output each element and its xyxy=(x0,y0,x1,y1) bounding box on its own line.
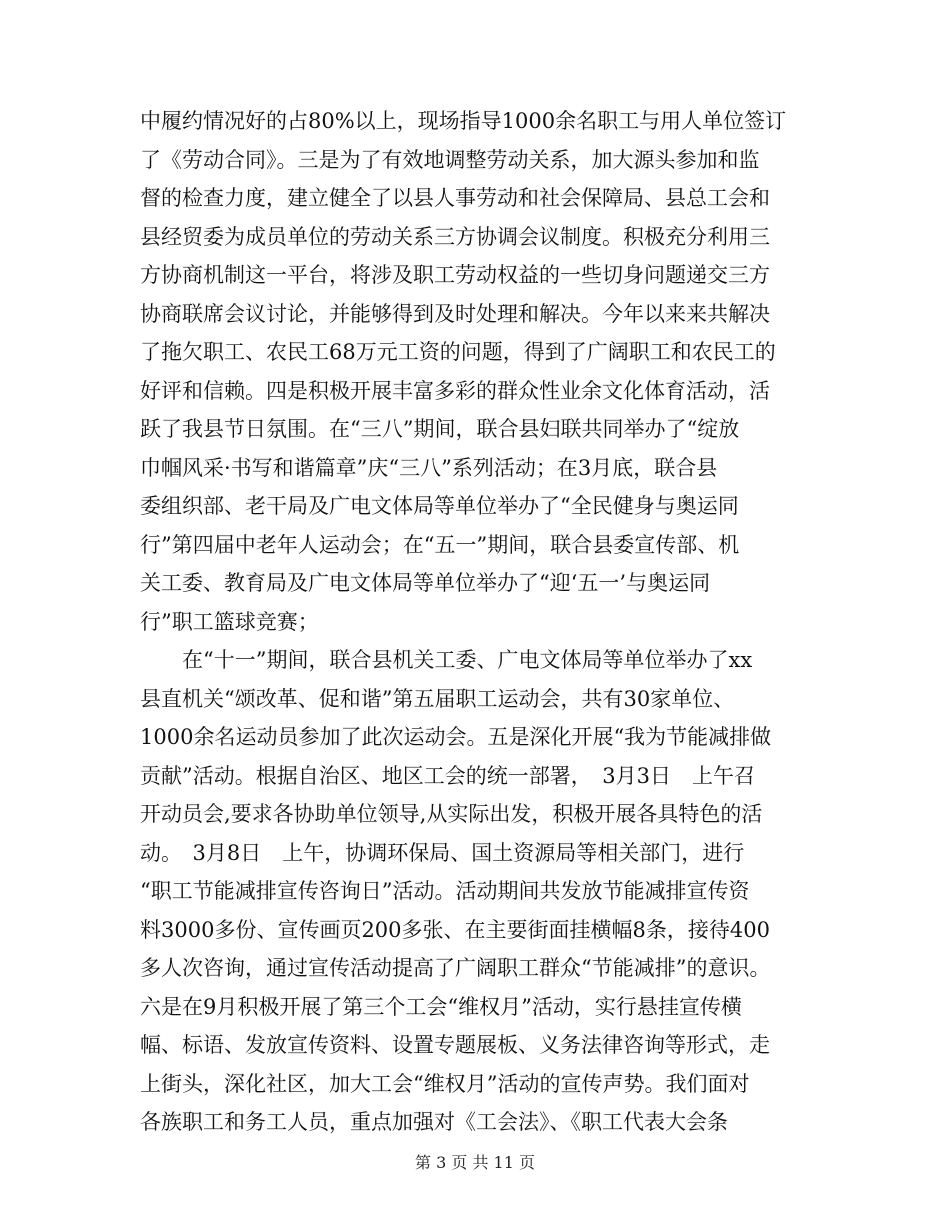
text-line: “职工节能减排宣传咨询日”活动。活动期间共发放节能减排宣传资 xyxy=(140,879,750,903)
body-text xyxy=(140,102,820,1142)
text-line: 六是在9月积极开展了第三个工会“维权月”活动，实行悬挂宣传横 xyxy=(140,994,742,1019)
text-line: 料3000多份、宣传画页200多张、在主要街面挂横幅8条，接待400 xyxy=(140,917,770,942)
text-line: 关工委、教育局及广电文体局等单位举办了“迎‘五一’与奥运同 xyxy=(140,571,711,595)
text-line: 好评和信赖。四是积极开展丰富多彩的群众性业余文化体育活动，活 xyxy=(140,378,770,403)
text-line: 行”第四届中老年人运动会；在“五一”期间，联合县委宣传部、机 xyxy=(140,532,740,557)
text-line: 动。 3月8日 上午，协调环保局、国土资源局等相关部门，进行 xyxy=(140,840,745,865)
text-line: 县经贸委为成员单位的劳动关系三方协调会议制度。积极充分利用三 xyxy=(140,224,770,249)
text-line: 方协商机制这一平台，将涉及职工劳动权益的一些切身问题递交三方 xyxy=(140,263,770,287)
text-line: 各族职工和务工人员，重点加强对《工会法》、《职工代表大会条 xyxy=(140,1110,728,1134)
page-footer xyxy=(0,1152,950,1174)
text-line: 了《劳动合同》。三是为了有效地调整劳动关系，加大源头参加和监 xyxy=(140,147,760,172)
text-line: 协商联席会议讨论，并能够得到及时处理和解决。今年以来来共解决 xyxy=(140,301,770,326)
text-line: 中履约情况好的占80%以上，现场指导1000余名职工与用人单位签订 xyxy=(140,109,787,133)
text-line: 行”职工篮球竞赛； xyxy=(140,609,319,634)
text-line: 1000余名运动员参加了此次运动会。五是深化开展“我为节能减排做 xyxy=(140,725,772,749)
text-line: 县直机关“颂改革、促和谐”第五届职工运动会，共有30家单位、 xyxy=(140,686,735,711)
text-line: 在“十一”期间，联合县机关工委、广电文体局等单位举办了xx xyxy=(140,648,753,672)
text-line: 多人次咨询，通过宣传活动提高了广阔职工群众“节能减排”的意识。 xyxy=(140,956,771,980)
text-line: 上街头，深化社区，加大工会“维权月”活动的宣传声势。我们面对 xyxy=(140,1071,750,1096)
text-line: 督的检查力度，建立健全了以县人事劳动和社会保障局、县总工会和 xyxy=(140,186,770,210)
text-line: 了拖欠职工、农民工68万元工资的问题，得到了广阔职工和农民工的 xyxy=(140,340,776,364)
text-line: 巾帼风采·书写和谐篇章”庆“三八”系列活动；在3月底，联合县 xyxy=(140,455,718,480)
text-line: 贡献”活动。根据自治区、地区工会的统一部署， 3月3日 上午召 xyxy=(140,763,755,788)
text-line: 幅、标语、发放宣传资料、设置专题展板、义务法律咨询等形式，走 xyxy=(140,1033,770,1057)
text-line: 开动员会,要求各协助单位领导,从实际出发，积极开展各具特色的活 xyxy=(140,802,763,826)
page-number-label: 第 3 页 共 11 页 xyxy=(415,1153,535,1172)
text-line: 委组织部、老干局及广电文体局等单位举办了“全民健身与奥运同 xyxy=(140,494,739,518)
text-line: 跃了我县节日氛围。在“三八”期间，联合县妇联共同举办了“绽放 xyxy=(140,417,740,441)
